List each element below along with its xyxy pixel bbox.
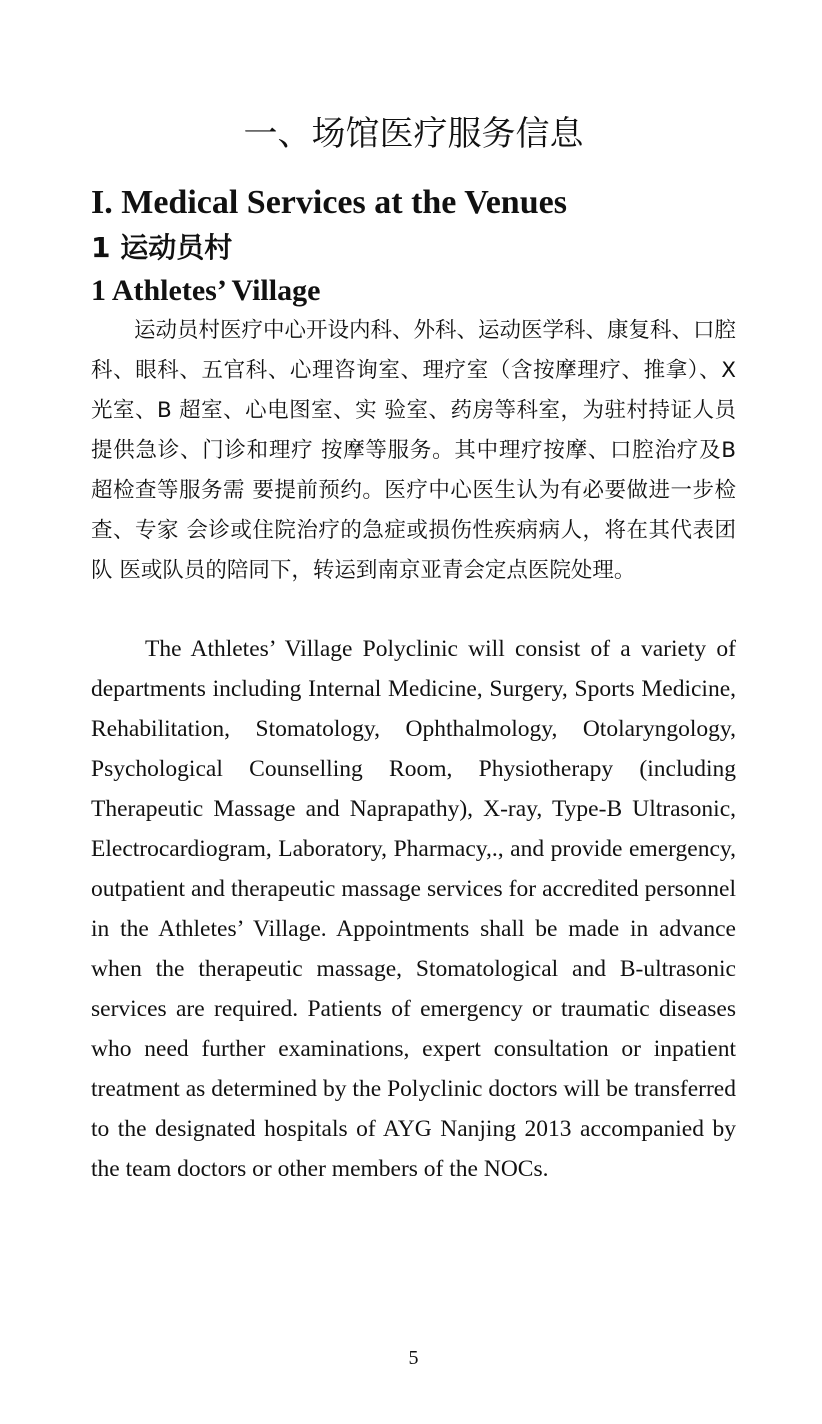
chapter-title-english: I. Medical Services at the Venues	[91, 184, 567, 221]
body-paragraph-chinese: 运动员村医疗中心开设内科、外科、运动医学科、康复科、口腔科、眼科、五官科、心理咨询室、理疗室（含按摩理疗、推拿）、X 光室、B 超室、心电图室、实 验室、药房等科室，为驻村持证人员提供急诊、门诊和理疗 按摩等服务。其中理疗按摩、口腔治疗及B 超检查等服务需 要提前预约。医疗中心医生认为有必要做进一步检查、专家 会诊或住院治疗的急症或损伤性疾病病人，将在其代表团队 医或队员的陪同下，转运到南京亚青会定点医院处理。	[91, 318, 737, 583]
page-number: 5	[408, 1347, 419, 1369]
section-heading-chinese: 1 运动员村	[91, 231, 233, 264]
section-heading-english: 1 Athletes’ Village	[91, 274, 321, 307]
body-paragraph-english: The Athletes’ Village Polyclinic will consist of a variety of departments including Internal Medicine, Surgery, Sports Medicine, Rehabilitation, Stomatology, Ophthalmology, Otolaryngology, Psychological Counselling Room, Physiotherapy (including Therapeutic Massage and Naprapathy), X-ray, Type-B Ultrasonic, Electrocardiogram, Laboratory, Pharmacy,., and provide emergency, outpatient and therapeutic massage services for accredited personnel in the Athletes’ Village. Appointments shall be made in advance when the therapeutic massage, Stomatological and B-ultrasonic services are required. Patients of emergency or traumatic diseases who need further examinations, expert consultation or inpatient treatment as determined by the Polyclinic doctors will be transferred to the designated hospitals of AYG Nanjing 2013 accompanied by the team doctors or other members of the NOCs.	[91, 636, 736, 1182]
chapter-title-chinese: 一、场馆医疗服务信息	[243, 114, 584, 154]
